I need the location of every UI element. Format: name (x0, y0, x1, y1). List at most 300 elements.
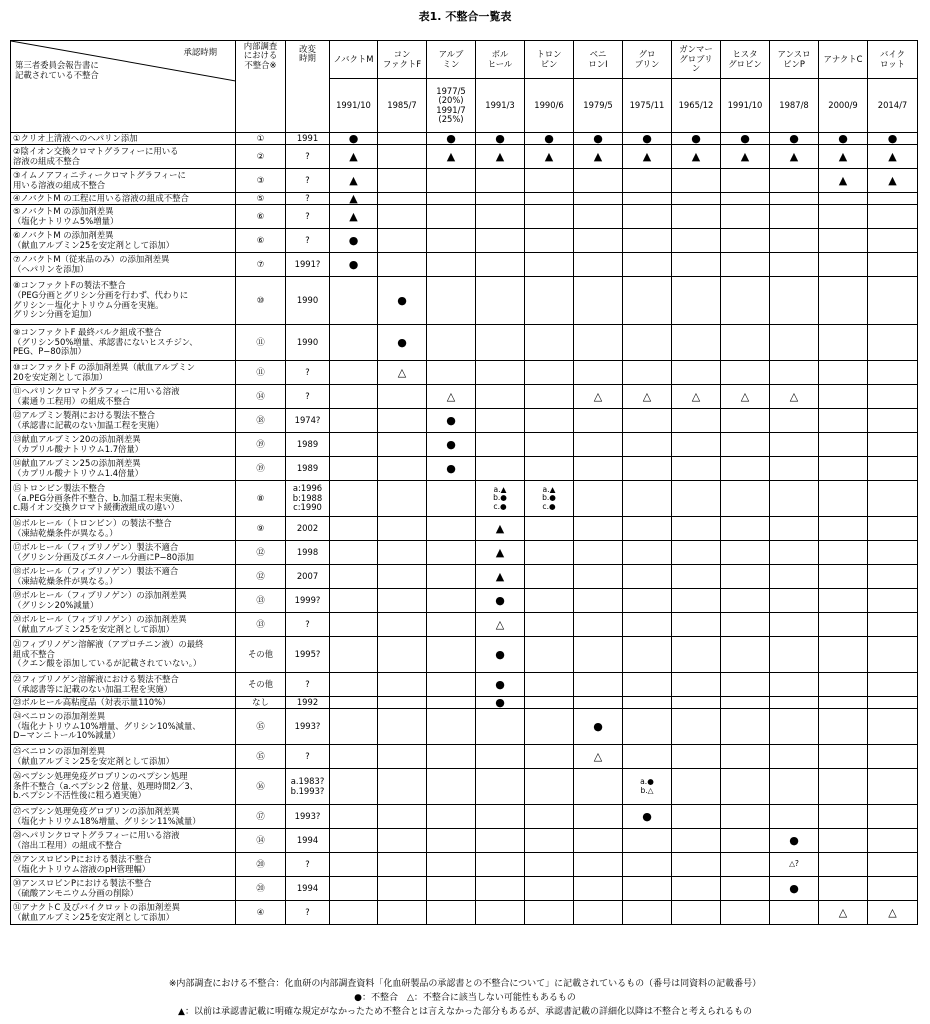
status-cell (525, 877, 574, 901)
status-cell (427, 613, 476, 637)
status-cell (378, 193, 427, 205)
status-cell (574, 829, 623, 853)
status-cell (770, 193, 819, 205)
status-cell (721, 169, 770, 193)
naibu-number: ⑳ (236, 877, 286, 901)
inconsistency-item: ⑳ボルヒール（フィブリノゲン）の添加剤差異 （献血アルブミン25を安定剤として添加） (11, 613, 236, 637)
status-cell: ▲ (770, 145, 819, 169)
status-cell (525, 325, 574, 361)
status-cell: △ (721, 385, 770, 409)
kaihen-date: 2007 (286, 565, 330, 589)
status-cell: ● (427, 133, 476, 145)
inconsistency-item: ⑥ノバクトM の添加剤差異 （献血アルブミン25を安定剤として添加） (11, 229, 236, 253)
status-cell (868, 613, 918, 637)
status-cell (525, 433, 574, 457)
status-cell: a.▲ b.● c.● (476, 481, 525, 517)
approval-date: 1987/8 (770, 79, 819, 133)
product-header: アルブ ミン (427, 41, 476, 79)
naibu-number: ⑧ (236, 481, 286, 517)
table-row (11, 901, 918, 925)
status-cell: ● (721, 133, 770, 145)
status-cell (721, 877, 770, 901)
kaihen-date: 2002 (286, 517, 330, 541)
table-row (11, 133, 918, 145)
status-cell (623, 901, 672, 925)
status-cell (525, 805, 574, 829)
naibu-number: ⑳ (236, 853, 286, 877)
naibu-number: その他 (236, 673, 286, 697)
status-cell (525, 589, 574, 613)
status-cell (525, 169, 574, 193)
status-cell (819, 589, 868, 613)
inconsistency-item: ⑨コンファクトF 最終バルク組成不整合 （グリシン50%増量、承認書にないヒスチジン、 PEG、P−80添加） (11, 325, 236, 361)
status-cell (770, 745, 819, 769)
kaihen-date: 1990 (286, 277, 330, 325)
inconsistency-item: ⑰ボルヒール（フィブリノゲン）製法不適合 （グリシン分画及びエタノール分画にP−80添加 (11, 541, 236, 565)
table-row (11, 361, 918, 385)
inconsistency-item: ⑭献血アルブミン25の添加剤差異 （カプリル酸ナトリウム1.4倍量） (11, 457, 236, 481)
status-cell (574, 805, 623, 829)
status-cell (868, 325, 918, 361)
naibu-number: ⑪ (236, 325, 286, 361)
kaihen-date: ? (286, 145, 330, 169)
status-cell (868, 205, 918, 229)
status-cell: ● (574, 133, 623, 145)
status-cell (819, 637, 868, 673)
status-cell: △ (574, 385, 623, 409)
status-cell (574, 433, 623, 457)
status-cell (525, 253, 574, 277)
status-cell (330, 877, 378, 901)
status-cell (378, 901, 427, 925)
inconsistency-item: ⑲ボルヒール（フィブリノゲン）の添加剤差異 （グリシン20%減量） (11, 589, 236, 613)
status-cell (623, 829, 672, 853)
status-cell (427, 277, 476, 325)
status-cell (721, 433, 770, 457)
status-cell (868, 517, 918, 541)
status-cell (819, 433, 868, 457)
inconsistency-item: ⑮トロンビン製法不整合 （a.PEG分画条件不整合、b.加温工程未実施、 c.陽イオン交換クロマト緩衝液組成の違い） (11, 481, 236, 517)
status-cell: △ (623, 385, 672, 409)
status-cell (623, 709, 672, 745)
status-cell (574, 673, 623, 697)
table-row (11, 709, 918, 745)
status-cell (672, 169, 721, 193)
status-cell (525, 613, 574, 637)
status-cell (476, 853, 525, 877)
status-cell (525, 517, 574, 541)
status-cell (623, 277, 672, 325)
status-cell (525, 229, 574, 253)
status-cell: a.▲ b.● c.● (525, 481, 574, 517)
status-cell (819, 517, 868, 541)
status-cell (330, 901, 378, 925)
status-cell (819, 229, 868, 253)
status-cell (868, 877, 918, 901)
naibu-number: ② (236, 145, 286, 169)
status-cell (672, 673, 721, 697)
status-cell (819, 385, 868, 409)
kaihen-date: 1993? (286, 709, 330, 745)
status-cell (525, 409, 574, 433)
table-row (11, 877, 918, 901)
status-cell (770, 361, 819, 385)
table-row (11, 853, 918, 877)
status-cell (770, 637, 819, 673)
status-cell (574, 901, 623, 925)
status-cell: ▲ (819, 145, 868, 169)
status-cell (672, 325, 721, 361)
reported-inconsistency-label: 第三者委員会報告書に 記載されている不整合 (15, 60, 99, 80)
status-cell: ▲ (672, 145, 721, 169)
status-cell (770, 433, 819, 457)
status-cell (427, 361, 476, 385)
table-row (11, 229, 918, 253)
kaihen-date: ? (286, 853, 330, 877)
status-cell (427, 193, 476, 205)
status-cell (672, 457, 721, 481)
status-cell (476, 325, 525, 361)
status-cell (476, 205, 525, 229)
status-cell (476, 457, 525, 481)
status-cell (672, 517, 721, 541)
status-cell (819, 361, 868, 385)
status-cell (868, 457, 918, 481)
status-cell (623, 229, 672, 253)
naibu-number: ③ (236, 169, 286, 193)
status-cell (623, 565, 672, 589)
status-cell (770, 277, 819, 325)
status-cell (770, 565, 819, 589)
naibu-number: ⑭ (236, 385, 286, 409)
status-cell: △ (574, 745, 623, 769)
status-cell (770, 517, 819, 541)
status-cell: ▲ (868, 145, 918, 169)
approval-date: 1979/5 (574, 79, 623, 133)
status-cell (427, 853, 476, 877)
status-cell (819, 565, 868, 589)
status-cell: ▲ (476, 541, 525, 565)
status-cell (623, 541, 672, 565)
status-cell (819, 277, 868, 325)
status-cell (868, 709, 918, 745)
naibu-number: ① (236, 133, 286, 145)
status-cell (378, 541, 427, 565)
table-title: 表1. 不整合一覧表 (418, 10, 512, 23)
naibu-number: ⑲ (236, 457, 286, 481)
status-cell (623, 613, 672, 637)
status-cell: ● (330, 253, 378, 277)
status-cell (525, 385, 574, 409)
status-cell (770, 205, 819, 229)
naibu-number: ⑮ (236, 745, 286, 769)
footnote-legend: ●：不整合 △：不整合に該当しない可能性もあるもの (354, 993, 576, 1003)
naibu-number: なし (236, 697, 286, 709)
status-cell: △ (770, 385, 819, 409)
status-cell (721, 745, 770, 769)
status-cell (721, 409, 770, 433)
table-row (11, 145, 918, 169)
naibu-number: ⑤ (236, 193, 286, 205)
naibu-number: ⑥ (236, 205, 286, 229)
kaihen-date: ? (286, 385, 330, 409)
status-cell: ● (378, 325, 427, 361)
status-cell (574, 589, 623, 613)
product-header: ボル ヒール (476, 41, 525, 79)
status-cell (378, 589, 427, 613)
footnote-source: ※内部調査における不整合：化血研の内部調査資料「化血研製品の承認書との不整合について」に記載されているもの（番号は同資料の記載番号） (168, 979, 762, 989)
status-cell (868, 769, 918, 805)
status-cell (525, 637, 574, 673)
status-cell: ▲ (819, 169, 868, 193)
table-row (11, 433, 918, 457)
status-cell: ▲ (476, 145, 525, 169)
status-cell (672, 277, 721, 325)
status-cell (525, 697, 574, 709)
naibu-number: ⑥ (236, 229, 286, 253)
kaihen-date: 1991? (286, 253, 330, 277)
status-cell (476, 709, 525, 745)
inconsistency-table (10, 40, 918, 925)
status-cell: ● (476, 673, 525, 697)
status-cell (476, 433, 525, 457)
kaihen-date: a.1983? b.1993? (286, 769, 330, 805)
status-cell (476, 385, 525, 409)
status-cell (330, 325, 378, 361)
status-cell (770, 805, 819, 829)
status-cell (721, 697, 770, 709)
kaihen-date: 1998 (286, 541, 330, 565)
table-row (11, 541, 918, 565)
naibu-number: ⑦ (236, 253, 286, 277)
naibu-header: 内部調査 における 不整合※ (236, 41, 286, 133)
status-cell (574, 457, 623, 481)
status-cell (378, 877, 427, 901)
status-cell (770, 901, 819, 925)
status-cell (427, 589, 476, 613)
naibu-number: ⑱ (236, 409, 286, 433)
kaihen-date: a:1996 b:1988 c:1990 (286, 481, 330, 517)
status-cell (378, 481, 427, 517)
naibu-number: ⑪ (236, 361, 286, 385)
table-row (11, 277, 918, 325)
status-cell (819, 541, 868, 565)
approval-date: 2000/9 (819, 79, 868, 133)
status-cell (623, 517, 672, 541)
status-cell (868, 829, 918, 853)
header-row-products (11, 41, 918, 79)
naibu-number: ⑲ (236, 433, 286, 457)
status-cell (868, 409, 918, 433)
status-cell (623, 325, 672, 361)
status-cell: ▲ (427, 145, 476, 169)
status-cell (868, 637, 918, 673)
status-cell (476, 877, 525, 901)
status-cell (672, 769, 721, 805)
approval-time-label: 承認時期 (183, 47, 217, 57)
status-cell (378, 145, 427, 169)
status-cell: △ (378, 361, 427, 385)
status-cell (623, 361, 672, 385)
status-cell (525, 745, 574, 769)
status-cell: ▲ (330, 145, 378, 169)
status-cell (721, 769, 770, 805)
table-row (11, 565, 918, 589)
kaihen-date: 1992 (286, 697, 330, 709)
inconsistency-item: ⑦ノバクトM（従来品のみ）の添加剤差異 （ヘパリンを添加） (11, 253, 236, 277)
status-cell (623, 433, 672, 457)
status-cell (525, 829, 574, 853)
naibu-number: ⑫ (236, 565, 286, 589)
status-cell (427, 517, 476, 541)
status-cell (770, 481, 819, 517)
status-cell (378, 673, 427, 697)
status-cell (427, 709, 476, 745)
status-cell (330, 277, 378, 325)
naibu-number: ⑫ (236, 541, 286, 565)
status-cell (819, 253, 868, 277)
status-cell (819, 457, 868, 481)
status-cell (672, 637, 721, 673)
status-cell (525, 205, 574, 229)
approval-date: 1991/3 (476, 79, 525, 133)
status-cell (672, 229, 721, 253)
kaihen-date: ? (286, 613, 330, 637)
status-cell: △? (770, 853, 819, 877)
naibu-number: ④ (236, 901, 286, 925)
status-cell: ▲ (868, 169, 918, 193)
kaihen-date: 1989 (286, 457, 330, 481)
approval-date: 2014/7 (868, 79, 918, 133)
status-cell (672, 193, 721, 205)
table-row (11, 385, 918, 409)
product-header: ガンマー グロブリ ン (672, 41, 721, 79)
status-cell (574, 613, 623, 637)
status-cell (819, 829, 868, 853)
status-cell: ▲ (476, 517, 525, 541)
status-cell (868, 853, 918, 877)
status-cell (574, 697, 623, 709)
status-cell (721, 253, 770, 277)
status-cell (672, 589, 721, 613)
status-cell (868, 541, 918, 565)
status-cell (330, 637, 378, 673)
status-cell: ▲ (330, 205, 378, 229)
inconsistency-item: ①クリオ上清液へのヘパリン添加 (11, 133, 236, 145)
status-cell (721, 853, 770, 877)
status-cell (721, 637, 770, 673)
table-row (11, 457, 918, 481)
status-cell (525, 457, 574, 481)
status-cell: ● (770, 877, 819, 901)
status-cell (427, 565, 476, 589)
status-cell (868, 361, 918, 385)
status-cell (574, 361, 623, 385)
product-header: アナクトC (819, 41, 868, 79)
status-cell (770, 709, 819, 745)
status-cell: ▲ (330, 169, 378, 193)
status-cell (378, 517, 427, 541)
status-cell (721, 565, 770, 589)
status-cell: ● (770, 829, 819, 853)
status-cell (672, 253, 721, 277)
table-row (11, 637, 918, 673)
naibu-number: ⑬ (236, 589, 286, 613)
status-cell (574, 253, 623, 277)
status-cell (868, 277, 918, 325)
status-cell (672, 877, 721, 901)
status-cell (330, 769, 378, 805)
status-cell (378, 253, 427, 277)
status-cell: ▲ (525, 145, 574, 169)
status-cell (721, 325, 770, 361)
status-cell (868, 253, 918, 277)
status-cell (770, 253, 819, 277)
approval-date: 1985/7 (378, 79, 427, 133)
status-cell (378, 697, 427, 709)
status-cell (721, 229, 770, 253)
naibu-number: その他 (236, 637, 286, 673)
table-row (11, 409, 918, 433)
inconsistency-item: ⑧コンファクトFの製法不整合 （PEG分画とグリシン分画を行わず、代わりに グリシン－塩化ナトリウム分画を実施。 グリシン分画を追加） (11, 277, 236, 325)
approval-date: 1991/10 (330, 79, 378, 133)
kaihen-date: ? (286, 745, 330, 769)
status-cell (868, 229, 918, 253)
inconsistency-item: ㉘ヘパリンクロマトグラフィーに用いる溶液 （溶出工程用）の組成不整合 (11, 829, 236, 853)
product-header: ノバクトM (330, 41, 378, 79)
status-cell: ● (574, 709, 623, 745)
approval-date: 1977/5 (20%) 1991/7 (25%) (427, 79, 476, 133)
status-cell: ▲ (574, 145, 623, 169)
status-cell (770, 589, 819, 613)
status-cell (427, 229, 476, 253)
status-cell (427, 205, 476, 229)
inconsistency-item: ⑩コンファクトF の添加剤差異（献血アルブミン 20を安定剤として添加） (11, 361, 236, 385)
status-cell (525, 709, 574, 745)
table-row (11, 589, 918, 613)
kaihen-date: 1974? (286, 409, 330, 433)
status-cell (819, 481, 868, 517)
status-cell (574, 325, 623, 361)
status-cell (623, 589, 672, 613)
status-cell (868, 745, 918, 769)
inconsistency-item: ㉓ボルヒール高粘度品（対表示量110%） (11, 697, 236, 709)
status-cell (721, 901, 770, 925)
inconsistency-item: ⑯ボルヒール（トロンビン）の製法不整合 （凍結乾燥条件が異なる。） (11, 517, 236, 541)
status-cell (525, 901, 574, 925)
status-cell (427, 673, 476, 697)
inconsistency-item: ㉖ペプシン処理免疫グロブリンのペプシン処理 条件不整合（a.ペプシン2 倍量、処理時間2／3、 b.ペプシン不活性後に粗ろ過実施） (11, 769, 236, 805)
status-cell (819, 745, 868, 769)
status-cell (721, 361, 770, 385)
status-cell (770, 541, 819, 565)
status-cell (770, 697, 819, 709)
status-cell: ● (819, 133, 868, 145)
inconsistency-item: ⑤ノバクトM の添加剤差異 （塩化ナトリウム5%増量） (11, 205, 236, 229)
status-cell (378, 805, 427, 829)
status-cell (574, 853, 623, 877)
status-cell: ● (476, 637, 525, 673)
status-cell (819, 409, 868, 433)
status-cell (476, 193, 525, 205)
status-cell (770, 169, 819, 193)
status-cell: ● (868, 133, 918, 145)
status-cell (525, 193, 574, 205)
status-cell: ● (330, 133, 378, 145)
naibu-number: ⑮ (236, 709, 286, 745)
product-header: ベニ ロンI (574, 41, 623, 79)
status-cell (574, 877, 623, 901)
